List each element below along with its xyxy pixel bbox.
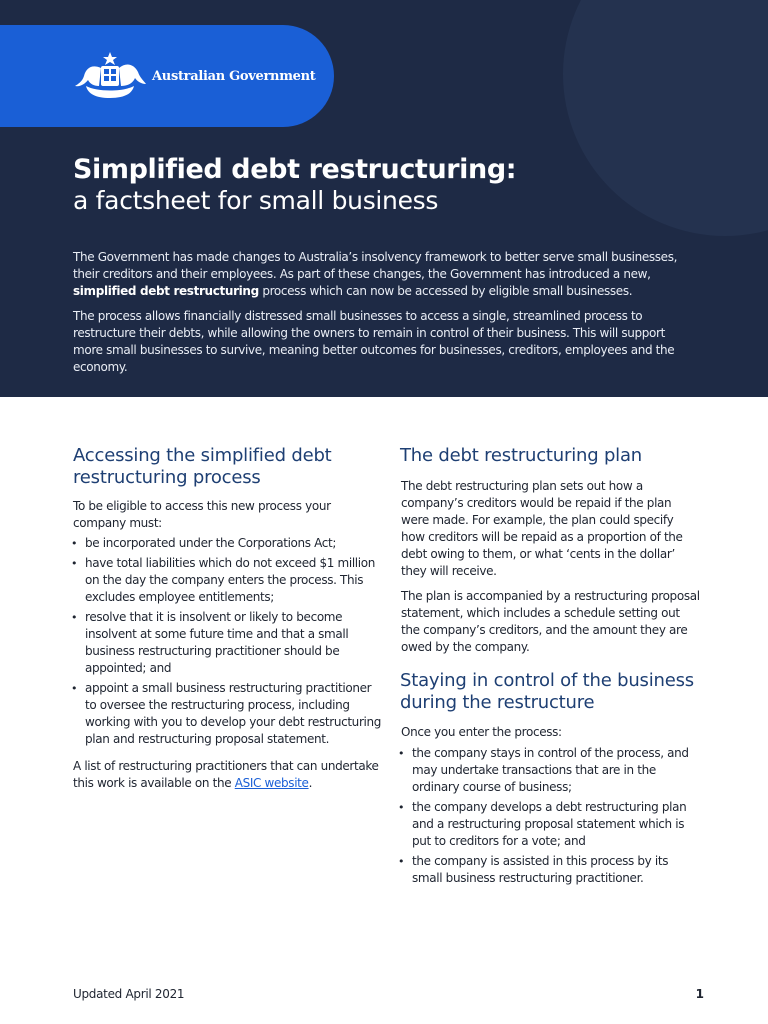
- page-title: Simplified debt restructuring:: [73, 154, 517, 185]
- list-item-text: appoint a small business restructuring practitioner to oversee the restructuring process, including working with you to develop your debt restructuring plan and restructuring proposal statement.: [85, 681, 382, 746]
- list-item: [73, 609, 383, 677]
- intro-emphasis: simplified debt restructuring: [73, 284, 259, 298]
- list-item: [400, 853, 700, 887]
- eligibility-lead: To be eligible to access this new process your company must:: [73, 499, 331, 530]
- page-number: 1: [695, 987, 704, 1001]
- bullet-icon: •: [398, 747, 405, 760]
- bullet-icon: •: [398, 855, 405, 868]
- list-item-text: resolve that it is insolvent or likely to become insolvent at some future time and that a small business restructuring practitioner should be appointed; and: [85, 610, 349, 675]
- list-item: [400, 745, 700, 796]
- list-item: [73, 555, 383, 606]
- plan-section: [400, 445, 700, 887]
- bullet-icon: •: [71, 682, 78, 695]
- intro-paragraph-1: [73, 249, 698, 300]
- list-item-text: have total liabilities which do not exceed $1 million on the day the company enters the process. This excludes employee entitlements;: [85, 556, 376, 604]
- updated-date: Updated April 2021: [73, 987, 185, 1001]
- eligibility-list: [73, 535, 383, 748]
- eligibility-section: [73, 445, 383, 792]
- bullet-icon: •: [71, 557, 78, 570]
- list-item: [73, 535, 383, 552]
- government-name: Australian Government: [152, 69, 316, 84]
- list-item: [400, 799, 700, 850]
- practitioners-note: [73, 758, 383, 792]
- plan-paragraph-1: The debt restructuring plan sets out how a company’s creditors would be repaid if the plan were made. For example, the plan could specify how creditors will be repaid as a proportion of the debt owing to them, or what ‘cents in the dollar’ they will receive.: [401, 479, 683, 578]
- list-item-text: the company is assisted in this process by its small business restructuring practitioner.: [412, 854, 669, 885]
- list-item-text: be incorporated under the Corporations Act;: [85, 536, 337, 550]
- control-lead: Once you enter the process:: [401, 725, 562, 739]
- decorative-circle: [563, 0, 768, 236]
- section-heading-plan: The debt restructuring plan: [400, 445, 643, 466]
- asic-website-link[interactable]: ASIC website: [234, 776, 309, 790]
- section-heading-control: Staying in control of the business during the restructure: [400, 670, 694, 713]
- list-item-text: the company stays in control of the process, and may undertake transactions that are in the ordinary course of business;: [412, 746, 689, 794]
- intro-text: process which can now be accessed by eligible small businesses.: [258, 284, 633, 298]
- intro-text: The Government has made changes to Australia’s insolvency framework to better serve small businesses, their creditors and their employees. As part of these changes, the Government has introduced a new,: [73, 250, 678, 281]
- intro-paragraph-2: The process allows financially distressed small businesses to access a single, streamlined process to restructure their debts, while allowing the owners to remain in control of their business. This will support more small businesses to survive, meaning better outcomes for businesses, creditors, employees and the economy.: [73, 309, 675, 374]
- list-item-text: the company develops a debt restructuring plan and a restructuring proposal statement which is put to creditors for a vote; and: [412, 800, 687, 848]
- coat-of-arms-icon: [72, 50, 148, 100]
- note-text: A list of restructuring practitioners that can undertake this work is available on the: [73, 759, 379, 790]
- plan-paragraph-2: The plan is accompanied by a restructuring proposal statement, which includes a schedule setting out the company’s creditors, and the amount they are owed by the company.: [401, 589, 700, 654]
- page-subtitle: a factsheet for small business: [73, 186, 439, 215]
- hero-banner: [0, 0, 768, 397]
- bullet-icon: •: [71, 611, 78, 624]
- section-heading-eligibility: Accessing the simplified debt restructuring process: [73, 445, 332, 488]
- note-text: .: [308, 776, 313, 790]
- bullet-icon: •: [398, 801, 405, 814]
- bullet-icon: •: [71, 537, 78, 550]
- list-item: [73, 680, 383, 748]
- control-list: [400, 745, 700, 887]
